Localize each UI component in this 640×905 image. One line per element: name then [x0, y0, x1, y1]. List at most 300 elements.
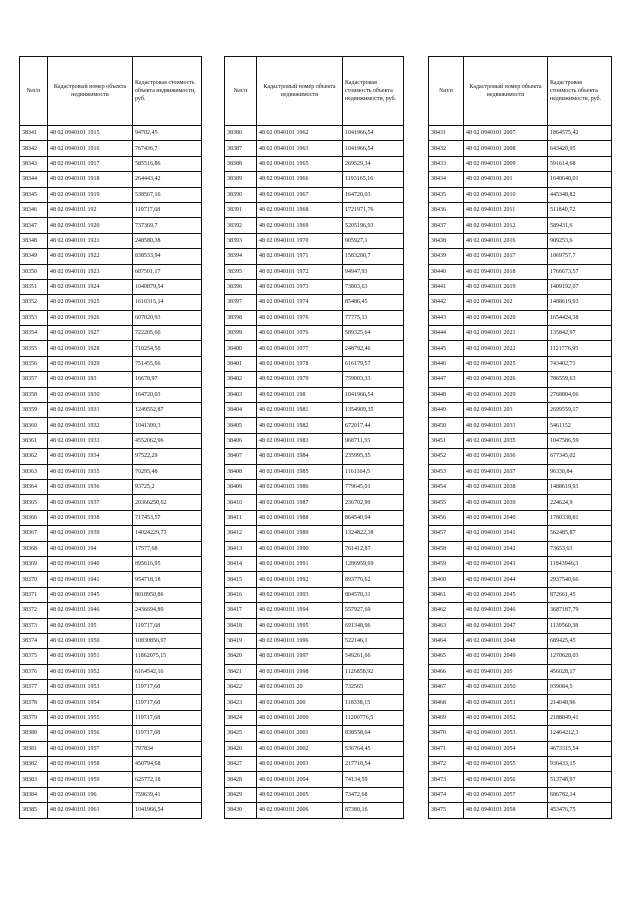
cadastral-number: 48 02 0940101 1991 — [257, 556, 343, 571]
row-number: 38355 — [20, 341, 48, 356]
table-row — [429, 495, 612, 510]
cadastral-value: 96330,84 — [548, 464, 612, 479]
table-row — [429, 418, 612, 433]
cadastral-value: 1139560,38 — [548, 618, 612, 633]
row-number: 38427 — [225, 757, 257, 772]
row-number: 38389 — [225, 172, 257, 187]
cadastral-number: 48 02 0940101 20 — [257, 680, 343, 695]
cadastral-number: 48 02 0940101 1939 — [48, 526, 133, 541]
header-cadastral-value: Кадастровая стоимость объекта недвижимости, руб. — [343, 57, 404, 126]
cadastral-number: 48 02 0940101 1989 — [257, 526, 343, 541]
cadastral-value: 119717,68 — [133, 695, 202, 710]
row-number: 38441 — [429, 279, 464, 294]
row-number: 38370 — [20, 572, 48, 587]
cadastral-value: 2768804,06 — [548, 387, 612, 402]
row-number: 38373 — [20, 618, 48, 633]
header-number: №п/п — [225, 57, 257, 126]
row-number: 38449 — [429, 403, 464, 418]
cadastral-value: 759003,33 — [343, 372, 404, 387]
row-number: 38469 — [429, 710, 464, 725]
row-number: 38409 — [225, 479, 257, 494]
row-number: 38397 — [225, 295, 257, 310]
row-number: 38404 — [225, 403, 257, 418]
row-number: 38417 — [225, 603, 257, 618]
cadastral-value: 1040879,54 — [133, 279, 202, 294]
row-number: 38384 — [20, 787, 48, 802]
table-row — [225, 310, 404, 325]
cadastral-number: 48 02 0940101 2005 — [257, 787, 343, 802]
row-number: 38430 — [225, 803, 257, 818]
cadastral-value: 3687187,79 — [548, 603, 612, 618]
table-row — [225, 556, 404, 571]
table-row — [429, 695, 612, 710]
cadastral-value: 1121776,95 — [548, 341, 612, 356]
cadastral-value: 1193165,16 — [343, 172, 404, 187]
row-number: 38368 — [20, 541, 48, 556]
cadastral-value: 751455,66 — [133, 356, 202, 371]
table-row — [429, 341, 612, 356]
row-number: 38365 — [20, 495, 48, 510]
row-number: 38391 — [225, 202, 257, 217]
row-number: 38442 — [429, 295, 464, 310]
cadastral-value: 616179,57 — [343, 356, 404, 371]
table-row — [20, 710, 202, 725]
cadastral-value: 905927,1 — [343, 233, 404, 248]
cadastral-value: 10830856,97 — [133, 633, 202, 648]
table-header-row — [429, 57, 612, 126]
table-row — [225, 618, 404, 633]
table-row — [20, 726, 202, 741]
header-number: №п/п — [429, 57, 464, 126]
cadastral-value: 248792,46 — [343, 341, 404, 356]
row-number: 38382 — [20, 757, 48, 772]
cadastral-value: 522146,1 — [343, 633, 404, 648]
table-row — [20, 172, 202, 187]
row-number: 38354 — [20, 326, 48, 341]
header-cadastral-number: Кадастровый номер объекта недвижимости — [464, 57, 548, 126]
cadastral-value: 269529,34 — [343, 156, 404, 171]
cadastral-value: 11843946,3 — [548, 556, 612, 571]
table-row — [20, 479, 202, 494]
cadastral-number: 48 02 0940101 2016 — [464, 233, 548, 248]
cadastral-number: 48 02 0940101 2011 — [464, 202, 548, 217]
cadastral-number: 48 02 0940101 1934 — [48, 449, 133, 464]
cadastral-number: 48 02 0940101 2039 — [464, 495, 548, 510]
cadastral-value: 135842,97 — [548, 326, 612, 341]
cadastral-number: 48 02 0940101 1938 — [48, 510, 133, 525]
cadastral-number: 48 02 0940101 1957 — [48, 741, 133, 756]
cadastral-number: 48 02 0940101 2040 — [464, 510, 548, 525]
cadastral-number: 48 02 0940101 1979 — [257, 372, 343, 387]
cadastral-number: 48 02 0940101 2007 — [464, 126, 548, 141]
table-row — [429, 510, 612, 525]
cadastral-value: 1047586,59 — [548, 433, 612, 448]
row-number: 38361 — [20, 433, 48, 448]
row-number: 38395 — [225, 264, 257, 279]
row-number: 38344 — [20, 172, 48, 187]
table-row — [429, 757, 612, 772]
cadastral-value: 74134,59 — [343, 772, 404, 787]
cadastral-value: 1654424,38 — [548, 310, 612, 325]
cadastral-table-2 — [224, 56, 404, 819]
cadastral-value: 214048,96 — [548, 695, 612, 710]
cadastral-number: 48 02 0940101 2026 — [464, 372, 548, 387]
table-row — [20, 372, 202, 387]
row-number: 38362 — [20, 449, 48, 464]
cadastral-number: 48 02 0940101 1976 — [257, 310, 343, 325]
row-number: 38425 — [225, 726, 257, 741]
cadastral-number: 48 02 0940101 2021 — [464, 326, 548, 341]
cadastral-value: 939084,5 — [548, 680, 612, 695]
cadastral-number: 48 02 0940101 1996 — [257, 633, 343, 648]
cadastral-value: 954718,18 — [133, 572, 202, 587]
table-row — [225, 633, 404, 648]
cadastral-value: 235995,35 — [343, 449, 404, 464]
cadastral-number: 48 02 0940101 1978 — [257, 356, 343, 371]
cadastral-value: 511840,72 — [548, 202, 612, 217]
cadastral-table-1 — [19, 56, 202, 819]
row-number: 38399 — [225, 326, 257, 341]
cadastral-number: 48 02 0940101 1941 — [48, 572, 133, 587]
table-row — [225, 387, 404, 402]
row-number: 38416 — [225, 587, 257, 602]
cadastral-value: 804570,31 — [343, 587, 404, 602]
row-number: 38436 — [429, 202, 464, 217]
cadastral-number: 48 02 0940101 1951 — [48, 649, 133, 664]
cadastral-number: 48 02 0940101 2031 — [464, 418, 548, 433]
cadastral-number: 48 02 0940101 2057 — [464, 787, 548, 802]
cadastral-number: 48 02 0940101 1987 — [257, 495, 343, 510]
cadastral-number: 48 02 0940101 1929 — [48, 356, 133, 371]
table-row — [20, 449, 202, 464]
cadastral-value: 1069757,7 — [548, 249, 612, 264]
row-number: 38475 — [429, 803, 464, 818]
cadastral-number: 48 02 0940101 1997 — [257, 649, 343, 664]
cadastral-number: 48 02 0940101 2018 — [464, 264, 548, 279]
cadastral-value: 1126858,92 — [343, 664, 404, 679]
cadastral-number: 48 02 0940101 1915 — [48, 126, 133, 141]
cadastral-value: 6164542,16 — [133, 664, 202, 679]
cadastral-number: 48 02 0940101 1962 — [257, 126, 343, 141]
cadastral-number: 48 02 0940101 1986 — [257, 479, 343, 494]
cadastral-number: 48 02 0940101 1932 — [48, 418, 133, 433]
cadastral-value: 97522,29 — [133, 449, 202, 464]
row-number: 38424 — [225, 710, 257, 725]
cadastral-number: 48 02 0940101 2048 — [464, 633, 548, 648]
row-number: 38422 — [225, 680, 257, 695]
cadastral-number: 48 02 0940101 2058 — [464, 803, 548, 818]
row-number: 38345 — [20, 187, 48, 202]
row-number: 38396 — [225, 279, 257, 294]
cadastral-number: 48 02 0940101 1971 — [257, 249, 343, 264]
row-number: 38418 — [225, 618, 257, 633]
cadastral-value: 119717,68 — [133, 710, 202, 725]
table-row — [225, 433, 404, 448]
row-number: 38366 — [20, 510, 48, 525]
row-number: 38473 — [429, 772, 464, 787]
cadastral-value: 1286959,69 — [343, 556, 404, 571]
cadastral-value: 589325,64 — [343, 326, 404, 341]
cadastral-value: 549261,66 — [343, 649, 404, 664]
cadastral-number: 48 02 0940101 2012 — [464, 218, 548, 233]
cadastral-value: 1270628,03 — [548, 649, 612, 664]
cadastral-number: 48 02 0940101 2042 — [464, 541, 548, 556]
row-number: 38367 — [20, 526, 48, 541]
cadastral-number: 48 02 0940101 2008 — [464, 141, 548, 156]
cadastral-value: 779645,01 — [343, 479, 404, 494]
table-header-row — [225, 57, 404, 126]
table-row — [429, 187, 612, 202]
cadastral-number: 48 02 0940101 1936 — [48, 479, 133, 494]
table-row — [225, 156, 404, 171]
table-row — [429, 295, 612, 310]
cadastral-number: 48 02 0940101 1992 — [257, 572, 343, 587]
table-row — [429, 479, 612, 494]
cadastral-number: 48 02 0940101 2053 — [464, 726, 548, 741]
row-number: 38343 — [20, 156, 48, 171]
table-row — [20, 326, 202, 341]
row-number: 38349 — [20, 249, 48, 264]
cadastral-value: 2699559,17 — [548, 403, 612, 418]
table-row — [225, 587, 404, 602]
cadastral-value: 797834 — [133, 741, 202, 756]
row-number: 38452 — [429, 449, 464, 464]
row-number: 38439 — [429, 249, 464, 264]
row-number: 38393 — [225, 233, 257, 248]
table-row — [225, 187, 404, 202]
cadastral-value: 1766673,57 — [548, 264, 612, 279]
table-row — [225, 372, 404, 387]
cadastral-value: 73472,68 — [343, 787, 404, 802]
cadastral-value: 2188849,41 — [548, 710, 612, 725]
cadastral-number: 48 02 0940101 1968 — [257, 202, 343, 217]
cadastral-value: 761412,87 — [343, 541, 404, 556]
cadastral-number: 48 02 0940101 196 — [48, 787, 133, 802]
cadastral-number: 48 02 0940101 1922 — [48, 249, 133, 264]
cadastral-value: 4673315,54 — [548, 741, 612, 756]
row-number: 38402 — [225, 372, 257, 387]
row-number: 38356 — [20, 356, 48, 371]
row-number: 38364 — [20, 479, 48, 494]
cadastral-number: 48 02 0940101 2004 — [257, 772, 343, 787]
table-row — [429, 403, 612, 418]
table-row — [225, 680, 404, 695]
cadastral-number: 48 02 0940101 198 — [257, 387, 343, 402]
cadastral-value: 672017,44 — [343, 418, 404, 433]
table-row — [429, 710, 612, 725]
row-number: 38387 — [225, 141, 257, 156]
table-row — [225, 772, 404, 787]
cadastral-value: 118338,15 — [343, 695, 404, 710]
cadastral-number: 48 02 0940101 1953 — [48, 680, 133, 695]
row-number: 38363 — [20, 464, 48, 479]
cadastral-value: 119717,68 — [133, 202, 202, 217]
cadastral-number: 48 02 0940101 1970 — [257, 233, 343, 248]
cadastral-value: 2436694,89 — [133, 603, 202, 618]
row-number: 38465 — [429, 649, 464, 664]
cadastral-value: 557927,69 — [343, 603, 404, 618]
table-row — [225, 295, 404, 310]
table-row — [225, 710, 404, 725]
cadastral-number: 48 02 0940101 1923 — [48, 264, 133, 279]
cadastral-number: 48 02 0940101 1925 — [48, 295, 133, 310]
row-number: 38467 — [429, 680, 464, 695]
cadastral-value: 1488619,93 — [548, 295, 612, 310]
cadastral-value: 5461152 — [548, 418, 612, 433]
cadastral-number: 48 02 0940101 1985 — [257, 464, 343, 479]
table-row — [429, 526, 612, 541]
table-row — [429, 587, 612, 602]
cadastral-value: 119717,68 — [133, 726, 202, 741]
table-row — [225, 526, 404, 541]
table-row — [225, 403, 404, 418]
row-number: 38438 — [429, 233, 464, 248]
cadastral-number: 48 02 0940101 2003 — [257, 757, 343, 772]
row-number: 38455 — [429, 495, 464, 510]
row-number: 38375 — [20, 649, 48, 664]
cadastral-number: 48 02 0940101 1993 — [257, 587, 343, 602]
row-number: 38463 — [429, 618, 464, 633]
table-row — [429, 387, 612, 402]
row-number: 38405 — [225, 418, 257, 433]
cadastral-number: 48 02 0940101 1973 — [257, 279, 343, 294]
row-number: 38456 — [429, 510, 464, 525]
cadastral-value: 2937540,66 — [548, 572, 612, 587]
table-row — [20, 433, 202, 448]
cadastral-value: 677345,02 — [548, 449, 612, 464]
cadastral-value: 248580,38 — [133, 233, 202, 248]
cadastral-value: 119717,68 — [133, 680, 202, 695]
cadastral-number: 48 02 0940101 2043 — [464, 556, 548, 571]
table-row — [429, 572, 612, 587]
cadastral-value: 643420,95 — [548, 141, 612, 156]
table-row — [429, 787, 612, 802]
row-number: 38385 — [20, 803, 48, 818]
row-number: 38426 — [225, 741, 257, 756]
row-number: 38400 — [225, 341, 257, 356]
cadastral-number: 48 02 0940101 1963 — [257, 141, 343, 156]
cadastral-number: 48 02 0940101 2000 — [257, 710, 343, 725]
table-row — [20, 772, 202, 787]
cadastral-number: 48 02 0940101 1930 — [48, 387, 133, 402]
table-row — [429, 556, 612, 571]
cadastral-value: 5205196,93 — [343, 218, 404, 233]
table-row — [20, 495, 202, 510]
row-number: 38381 — [20, 741, 48, 756]
cadastral-value: 14024229,73 — [133, 526, 202, 541]
row-number: 38457 — [429, 526, 464, 541]
table-row — [20, 803, 202, 818]
table-row — [429, 449, 612, 464]
cadastral-value: 87380,16 — [343, 803, 404, 818]
row-number: 38353 — [20, 310, 48, 325]
table-row — [20, 572, 202, 587]
row-number: 38460 — [429, 572, 464, 587]
cadastral-value: 1324822,38 — [343, 526, 404, 541]
cadastral-value: 562485,87 — [548, 526, 612, 541]
cadastral-number: 48 02 0940101 2044 — [464, 572, 548, 587]
cadastral-number: 48 02 0940101 1924 — [48, 279, 133, 294]
row-number: 38474 — [429, 787, 464, 802]
cadastral-value: 1041966,54 — [343, 141, 404, 156]
table-row — [20, 649, 202, 664]
cadastral-value: 93725,2 — [133, 479, 202, 494]
table-row — [429, 372, 612, 387]
row-number: 38412 — [225, 526, 257, 541]
table-row — [20, 633, 202, 648]
table-row — [20, 603, 202, 618]
header-cadastral-number: Кадастровый номер объекта недвижимости — [48, 57, 133, 126]
header-cadastral-number: Кадастровый номер объекта недвижимости — [257, 57, 343, 126]
cadastral-value: 16678,97 — [133, 372, 202, 387]
cadastral-number: 48 02 0940101 1982 — [257, 418, 343, 433]
cadastral-number: 48 02 0940101 193 — [48, 372, 133, 387]
table-row — [20, 695, 202, 710]
cadastral-number: 48 02 0940101 2029 — [464, 387, 548, 402]
cadastral-number: 48 02 0940101 2025 — [464, 356, 548, 371]
row-number: 38414 — [225, 556, 257, 571]
table-row — [225, 464, 404, 479]
table-row — [429, 233, 612, 248]
table-row — [429, 664, 612, 679]
table-row — [20, 141, 202, 156]
row-number: 38388 — [225, 156, 257, 171]
cadastral-value: 1780338,81 — [548, 510, 612, 525]
row-number: 38468 — [429, 695, 464, 710]
row-number: 38394 — [225, 249, 257, 264]
cadastral-number: 48 02 0940101 195 — [48, 618, 133, 633]
row-number: 38433 — [429, 156, 464, 171]
table-row — [225, 218, 404, 233]
row-number: 38419 — [225, 633, 257, 648]
table-row — [429, 156, 612, 171]
cadastral-number: 48 02 0940101 2052 — [464, 710, 548, 725]
row-number: 38458 — [429, 541, 464, 556]
row-number: 38358 — [20, 387, 48, 402]
table-row — [20, 587, 202, 602]
row-number: 38462 — [429, 603, 464, 618]
cadastral-value: 164720,03 — [133, 387, 202, 402]
row-number: 38369 — [20, 556, 48, 571]
table-row — [429, 433, 612, 448]
cadastral-value: 450794,68 — [133, 757, 202, 772]
table-row — [225, 172, 404, 187]
cadastral-value: 12464212,3 — [548, 726, 612, 741]
cadastral-value: 1354909,35 — [343, 403, 404, 418]
cadastral-value: 936433,15 — [548, 757, 612, 772]
row-number: 38346 — [20, 202, 48, 217]
table-row — [225, 726, 404, 741]
table-row — [20, 664, 202, 679]
cadastral-number: 48 02 0940101 2001 — [257, 726, 343, 741]
table-row — [225, 695, 404, 710]
table-row — [20, 787, 202, 802]
row-number: 38383 — [20, 772, 48, 787]
cadastral-number: 48 02 0940101 1977 — [257, 341, 343, 356]
row-number: 38446 — [429, 356, 464, 371]
cadastral-number: 48 02 0940101 2002 — [257, 741, 343, 756]
cadastral-number: 48 02 0940101 1955 — [48, 710, 133, 725]
row-number: 38403 — [225, 387, 257, 402]
cadastral-value: 722205,66 — [133, 326, 202, 341]
cadastral-number: 48 02 0940101 1916 — [48, 141, 133, 156]
cadastral-value: 1041966,54 — [343, 126, 404, 141]
cadastral-value: 236702,99 — [343, 495, 404, 510]
cadastral-number: 48 02 0940101 1937 — [48, 495, 133, 510]
cadastral-value: 20366250,62 — [133, 495, 202, 510]
table-row — [225, 356, 404, 371]
table-row — [429, 464, 612, 479]
